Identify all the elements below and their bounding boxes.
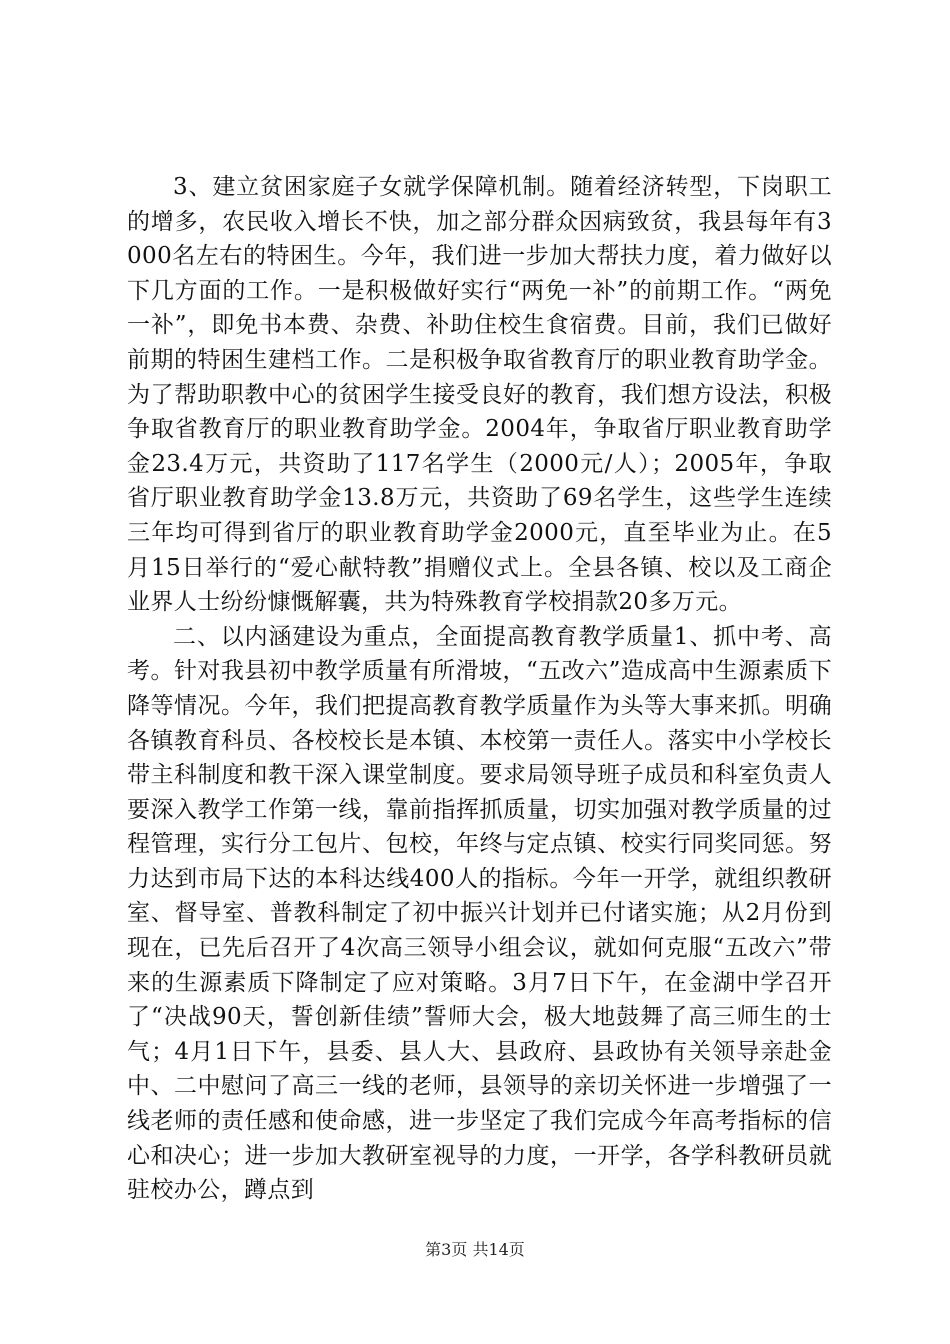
document-body [127,170,832,1208]
paragraph-poverty-support: 3、建立贫困家庭子女就学保障机制。随着经济转型，下岗职工的增多，农民收入增长不快，加之部分群众因病致贫，我县每年有3000名左右的特困生。今年，我们进一步加大帮扶力度，着力做好以下几方面的工作。一是积极做好实行“两免一补”的前期工作。“两免一补”，即免书本费、杂费、补助住校生食宿费。目前，我们已做好前期的特困生建档工作。二是积极争取省教育厅的职业教育助学金。为了帮助职教中心的贫困学生接受良好的教育，我们想方设法，积极争取省教育厅的职业教育助学金。2004年，争取省厅职业教育助学金23.4万元，共资助了117名学生（2000元/人）；2005年，争取省厅职业教育助学金13.8万元，共资助了69名学生，这些学生连续三年均可得到省厅的职业教育助学金2000元，直至毕业为止。在5月15日举行的“爱心献特教”捐赠仪式上。全县各镇、校以及工商企业界人士纷纷慷慨解囊，共为特殊教育学校捐款20多万元。 [127,174,832,616]
page-footer: 第3页 共14页 [425,1240,525,1259]
paragraph-teaching-quality: 二、以内涵建设为重点，全面提高教育教学质量1、抓中考、高考。针对我县初中教学质量有所滑坡，“五改六”造成高中生源素质下降等情况。今年，我们把提高教育教学质量作为头等大事来抓。明确各镇教育科员、各校校长是本镇、本校第一责任人。落实中小学校长带主科制度和教干深入课堂制度。要求局领导班子成员和科室负责人要深入教学工作第一线，靠前指挥抓质量，切实加强对教学质量的过程管理，实行分工包片、包校，年终与定点镇、校实行同奖同惩。努力达到市局下达的本科达线400人的指标。今年一开学，就组织教研室、督导室、普教科制定了初中振兴计划并已付诸实施；从2月份到现在，已先后召开了4次高三领导小组会议，就如何克服“五改六”带来的生源素质下降制定了应对策略。3月7日下午，在金湖中学召开了“决战90天，誓创新佳绩”誓师大会，极大地鼓舞了高三师生的士气；4月1日下午，县委、县人大、县政府、县政协有关领导亲赴金中、二中慰问了高三一线的老师，县领导的亲切关怀进一步增强了一线老师的责任感和使命感，进一步坚定了我们完成今年高考指标的信心和决心；进一步加大教研室视导的力度，一开学，各学科教研员就驻校办公，蹲点到 [127,623,832,1204]
